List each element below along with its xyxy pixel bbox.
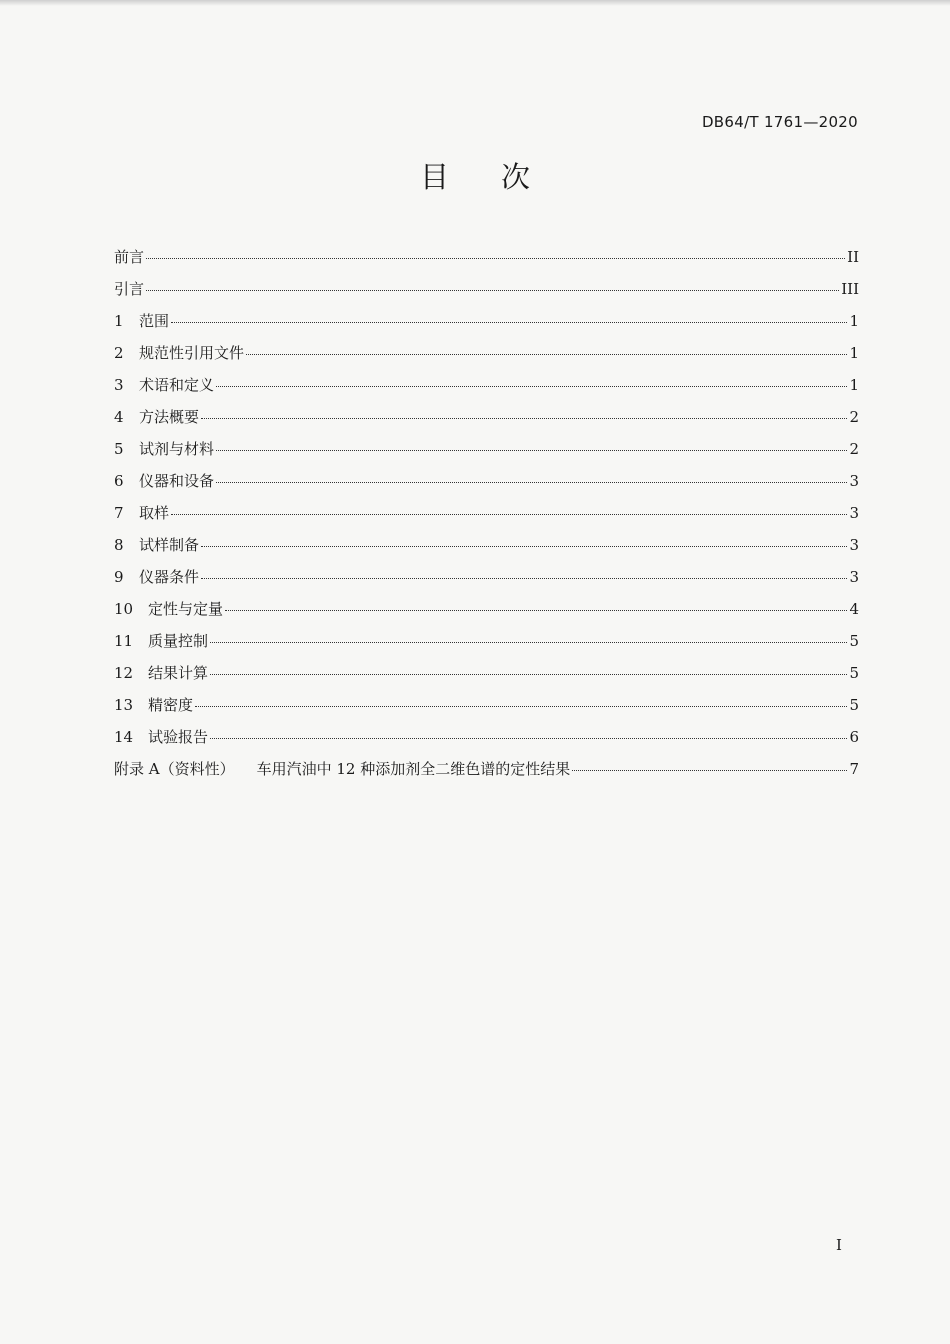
toc-entry-number: 9 xyxy=(114,568,124,586)
dot-leader xyxy=(216,385,847,387)
toc-entry-page: 7 xyxy=(849,760,859,778)
toc-entry-14[interactable] xyxy=(114,723,859,755)
dot-leader xyxy=(246,353,847,355)
footer-page-number: I xyxy=(836,1236,842,1254)
toc-entry-8[interactable] xyxy=(114,531,859,563)
toc-entry-number: 8 xyxy=(114,536,124,554)
toc-entry-page: II xyxy=(847,248,859,266)
toc-entry-page: 5 xyxy=(849,664,859,682)
toc-entry-number: 7 xyxy=(114,504,124,522)
toc-entry-page: 3 xyxy=(849,568,859,586)
toc-entry-number: 10 xyxy=(114,600,134,618)
toc-entry-number: 1 xyxy=(114,312,124,330)
toc-entry-page: 3 xyxy=(849,504,859,522)
appendix-prefix: 附录 A（资料性） xyxy=(114,760,235,778)
toc-entry-label: 前言 xyxy=(114,248,145,266)
toc-entry-label: 车用汽油中 12 种添加剂全二维色谱的定性结果 xyxy=(256,760,571,778)
dot-leader xyxy=(201,545,847,547)
dot-leader xyxy=(146,289,839,291)
toc-entry-label: 试样制备 xyxy=(139,536,200,554)
toc-entry-page: 5 xyxy=(849,632,859,650)
toc-entry-label: 定性与定量 xyxy=(148,600,224,618)
toc-entry-number: 6 xyxy=(114,472,124,490)
toc-entry-number: 11 xyxy=(114,632,134,650)
toc-entry-label: 试验报告 xyxy=(148,728,209,746)
toc-entry-number: 12 xyxy=(114,664,134,682)
toc-entry-appendix-a[interactable] xyxy=(114,755,859,787)
toc-entry-label: 方法概要 xyxy=(139,408,200,426)
toc-entry-number: 3 xyxy=(114,376,124,394)
dot-leader xyxy=(201,577,847,579)
toc-entry-page: 1 xyxy=(849,376,859,394)
toc-entry-label: 试剂与材料 xyxy=(139,440,215,458)
toc-entry-number: 5 xyxy=(114,440,124,458)
toc-entry-page: 2 xyxy=(849,440,859,458)
toc-entry-page: 3 xyxy=(849,536,859,554)
toc-entry-2[interactable] xyxy=(114,339,859,371)
dot-leader xyxy=(216,449,847,451)
toc-entry-page: 1 xyxy=(849,312,859,330)
toc-entry-label: 质量控制 xyxy=(148,632,209,650)
toc-entry-5[interactable] xyxy=(114,435,859,467)
toc-entry-10[interactable] xyxy=(114,595,859,627)
dot-leader xyxy=(171,321,847,323)
toc-entry-page: 1 xyxy=(849,344,859,362)
toc-entry-3[interactable] xyxy=(114,371,859,403)
dot-leader xyxy=(171,513,847,515)
dot-leader xyxy=(225,609,847,611)
dot-leader xyxy=(572,769,847,771)
scan-edge xyxy=(0,0,950,6)
toc-entry-label: 精密度 xyxy=(148,696,194,714)
toc-entry-6[interactable] xyxy=(114,467,859,499)
toc-entry-page: 2 xyxy=(849,408,859,426)
dot-leader xyxy=(210,641,847,643)
dot-leader xyxy=(210,673,847,675)
toc-entry-foreword[interactable] xyxy=(114,243,859,275)
document-code: DB64/T 1761—2020 xyxy=(701,113,858,131)
toc-entry-label: 规范性引用文件 xyxy=(139,344,245,362)
toc-entry-page: 3 xyxy=(849,472,859,490)
toc-entry-number: 2 xyxy=(114,344,124,362)
toc-entry-1[interactable] xyxy=(114,307,859,339)
toc-entry-label: 范围 xyxy=(139,312,170,330)
toc-entry-9[interactable] xyxy=(114,563,859,595)
dot-leader xyxy=(146,257,845,259)
toc-entry-page: III xyxy=(841,280,859,298)
toc-entry-11[interactable] xyxy=(114,627,859,659)
toc-entry-page: 6 xyxy=(849,728,859,746)
toc-entry-number: 13 xyxy=(114,696,134,714)
dot-leader xyxy=(201,417,847,419)
toc-entry-label: 取样 xyxy=(139,504,170,522)
toc-entry-label: 术语和定义 xyxy=(139,376,215,394)
toc-entry-13[interactable] xyxy=(114,691,859,723)
toc-entry-page: 5 xyxy=(849,696,859,714)
page-title: 目次 xyxy=(419,160,582,194)
dot-leader xyxy=(195,705,847,707)
toc-entry-4[interactable] xyxy=(114,403,859,435)
toc-entry-label: 仪器条件 xyxy=(139,568,200,586)
toc-entry-12[interactable] xyxy=(114,659,859,691)
dot-leader xyxy=(210,737,847,739)
toc-entry-label: 结果计算 xyxy=(148,664,209,682)
toc-entry-number: 4 xyxy=(114,408,124,426)
toc-entry-introduction[interactable] xyxy=(114,275,859,307)
toc-entry-7[interactable] xyxy=(114,499,859,531)
toc-entry-label: 仪器和设备 xyxy=(139,472,215,490)
table-of-contents xyxy=(114,243,859,787)
toc-entry-page: 4 xyxy=(849,600,859,618)
toc-entry-label: 引言 xyxy=(114,280,145,298)
dot-leader xyxy=(216,481,847,483)
toc-entry-number: 14 xyxy=(114,728,134,746)
